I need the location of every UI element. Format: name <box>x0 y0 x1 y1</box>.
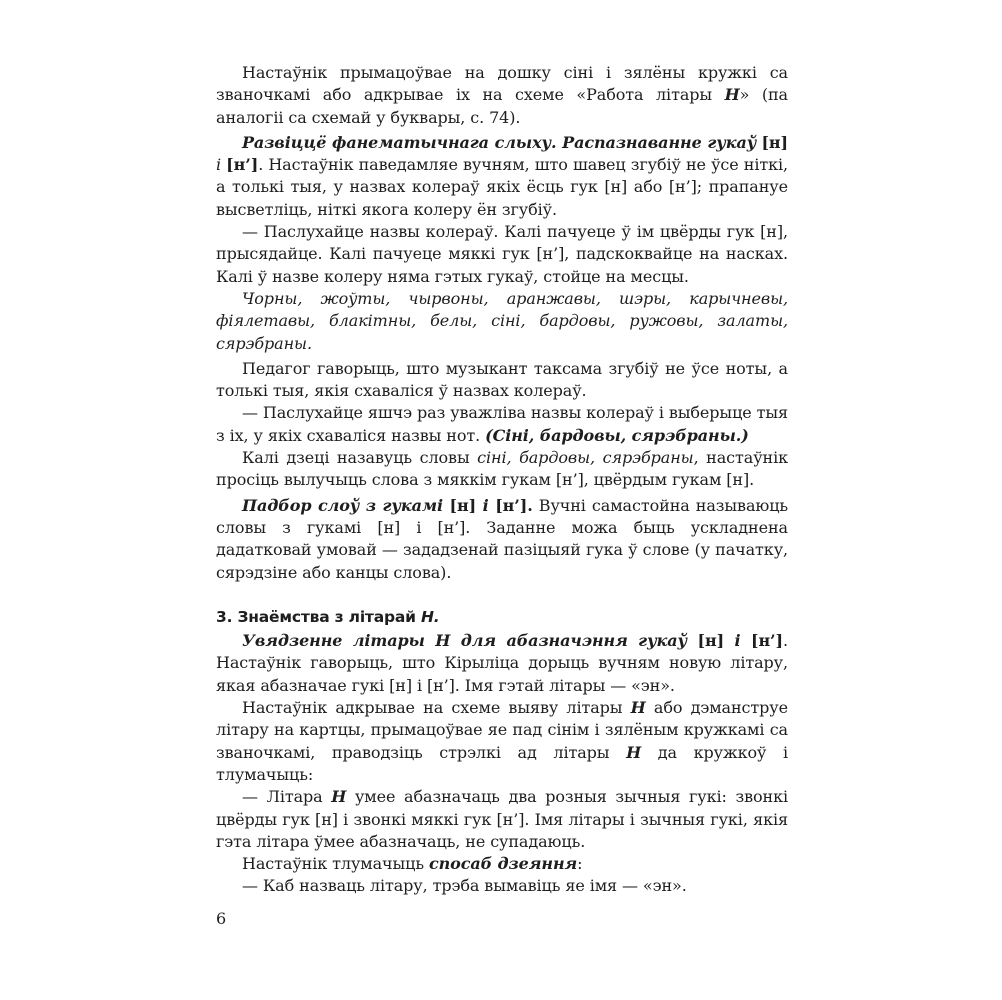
text: — Літара <box>242 787 332 807</box>
paragraph-10 <box>216 697 788 786</box>
paragraph-13 <box>216 875 788 897</box>
section-lead: Увядзенне літары Н для абазначэння гукаў <box>242 631 698 651</box>
paragraph-1 <box>216 62 788 129</box>
text: да кружкоў і тлумачыць: <box>216 742 788 784</box>
words: сіні, бардовы, сярэбраны <box>477 448 694 468</box>
paragraph-8 <box>216 495 788 584</box>
conjunction: і <box>724 631 751 651</box>
sound-hard: [н] <box>449 495 477 515</box>
text: Педагог гаворыць, што музыкант таксама згубіў не ўсе ноты, а толькі тыя, якія схаваліся ў назвах колераў. <box>216 358 788 401</box>
paragraph-6 <box>216 402 788 447</box>
text: — Паслухайце яшчэ раз уважліва назвы колераў і выберыце тыя з іх, у якіх схаваліся назвы нот. <box>216 403 788 445</box>
sound-soft: [н’] <box>226 155 259 175</box>
sound-soft: [н’] <box>495 495 528 515</box>
letter-n: Н <box>630 698 646 718</box>
text: Настаўнік адкрывае на схеме выяву літары <box>242 698 631 718</box>
answer: (Сіні, бардовы, сярэбраны.) <box>485 425 749 445</box>
page-body <box>216 62 788 898</box>
letter-n: Н <box>331 787 347 807</box>
text: : <box>577 854 583 874</box>
sound-hard: [н] <box>697 631 725 651</box>
text: або дэманструе літару на картцы, прымацоўвае яе пад сінім і зялёным кружкамі са званочкамі, праводзіць стрэлкі ад літары <box>216 698 788 762</box>
text: умее абазначаць два розныя зычныя гукі: звонкі цвёрды гук [н] і звонкі мяккі гук [н’]. Імя літары і зычныя гукі, якія гэта літара ўмее абазначаць, не супадаюць. <box>216 787 788 851</box>
text: . Настаўнік паведамляе вучням, што шавец згубіў не ўсе ніткі, а толькі тыя, у назвах колераў якіх ёсць гук [н] або [н’]; прапануе высветліць, ніткі якога колеру ён згубіў. <box>216 155 788 219</box>
text: Калі дзеці назавуць словы <box>242 448 478 468</box>
paragraph-11 <box>216 786 788 853</box>
paragraph-7 <box>216 447 788 492</box>
text: Настаўнік тлумачыць <box>242 854 429 874</box>
text: Вучні самастойна называюць словы з гукамі [н] і [н’]. Заданне можа быць ускладнена дадатковай умовай — зададзенай пазіцыяй гука ў слове (у пачатку, сярэдзіне або канцы слова). <box>216 495 789 582</box>
text: — Каб назваць літару, трэба вымавіць яе імя — «эн». <box>242 876 687 896</box>
heading-text: 3. Знаёмства з літарай <box>216 607 421 626</box>
period: . <box>527 495 533 515</box>
letter-n: Н <box>724 85 740 105</box>
conjunction: і <box>216 155 227 175</box>
text: , настаўнік просіць вылучыць слова з мяккім гукам [н’], цвёрдым гукам [н]. <box>216 448 788 490</box>
section-lead: Падбор слоў з гукамі <box>242 495 450 515</box>
paragraph-3 <box>216 221 788 288</box>
letter-n: Н <box>626 742 642 762</box>
paragraph-12 <box>216 853 788 875</box>
method-term: спосаб дзеяння <box>428 854 578 874</box>
sound-hard: [н] <box>761 132 788 152</box>
section-lead: Развіццё фанематычнага слыху. Распазнаванне гукаў <box>242 132 757 152</box>
paragraph-4 <box>216 288 788 355</box>
text: — Паслухайце назвы колераў. Калі пачуеце ў ім цвёрды гук [н], прысядайце. Калі пачуеце мяккі гук [н’], падскоквайце на насках. Калі ў назве колеру няма гэтых гукаў, стойце на месцы. <box>216 222 788 286</box>
conjunction: і <box>476 495 496 515</box>
paragraph-9 <box>216 630 788 697</box>
page-number: 6 <box>216 909 227 928</box>
paragraph-5 <box>216 358 788 403</box>
paragraph-2 <box>216 132 788 221</box>
color-list: Чорны, жоўты, чырвоны, аранжавы, шэры, карычневы, фіялетавы, блакітны, белы, сіні, бардовы, ружовы, залаты, сярэбраны. <box>216 288 788 353</box>
heading-letter: Н. <box>421 607 440 626</box>
text: » (па аналогіі са схемай у буквары, с. 74). <box>216 85 789 127</box>
text: Настаўнік прымацоўвае на дошку сіні і зялёны кружкі са званочкамі або адкрывае іх на схеме «Работа літары <box>216 63 788 105</box>
text: . Настаўнік гаворыць, што Кірыліца дорыць вучням новую літару, якая абазначае гукі [н] і [н’]. Імя гэтай літары — «эн». <box>216 631 788 695</box>
sound-soft: [н’] <box>750 631 783 651</box>
section-heading <box>216 606 788 628</box>
